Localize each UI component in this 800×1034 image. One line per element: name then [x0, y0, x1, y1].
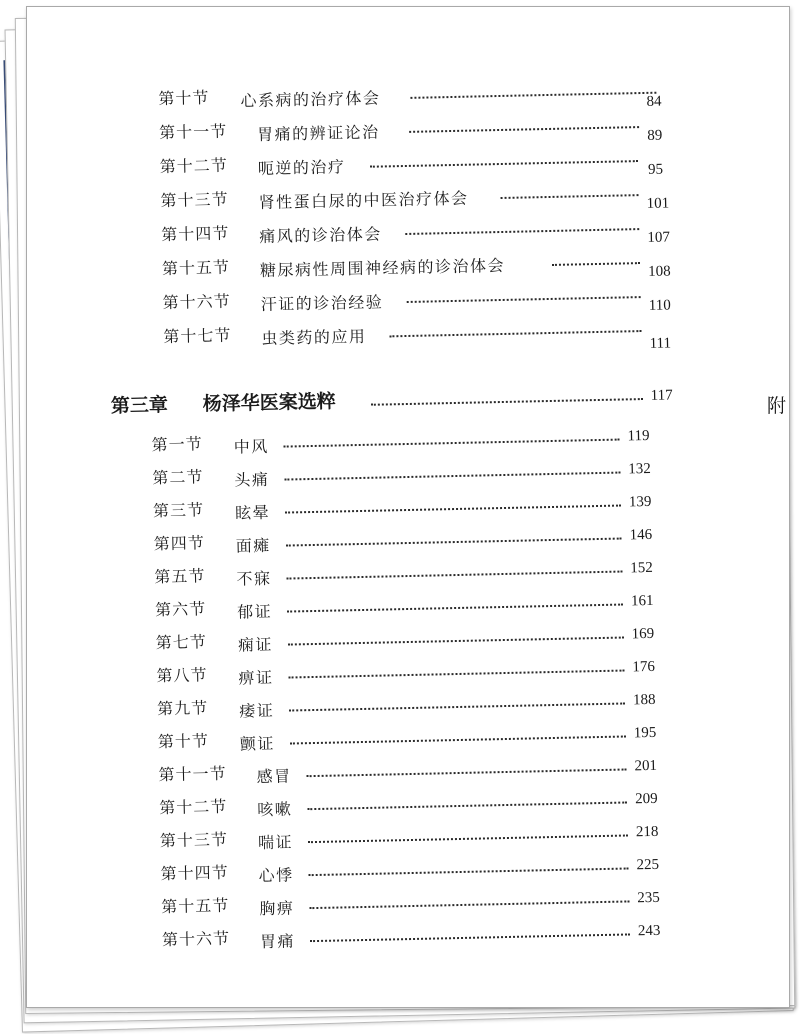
appendix-tab-char: 附 — [767, 395, 787, 417]
section-number: 第九节 — [156, 698, 209, 719]
leader-dots — [370, 156, 638, 168]
section-number: 第七节 — [155, 632, 207, 653]
section-title: 胃痛的辨证论治 — [256, 122, 380, 145]
section-number: 第二节 — [152, 467, 204, 488]
page-number: 169 — [631, 625, 655, 643]
section-title: 心悸 — [258, 865, 294, 886]
leader-dots — [500, 190, 638, 199]
section-title: 头痛 — [234, 469, 270, 490]
page-number: 89 — [647, 127, 663, 144]
leader-dots — [310, 929, 630, 942]
section-title: 面瘫 — [235, 535, 271, 556]
page-number: 139 — [628, 493, 652, 511]
page-number: 161 — [630, 592, 654, 610]
leader-dots — [389, 326, 641, 337]
leader-dots — [410, 88, 656, 99]
section-title: 不寐 — [236, 568, 272, 589]
section-number: 第十二节 — [159, 796, 228, 818]
page-number: 107 — [647, 229, 671, 246]
section-number: 第十节 — [157, 731, 210, 752]
section-number: 第五节 — [154, 566, 206, 587]
leader-dots — [289, 698, 625, 711]
leader-dots — [288, 633, 624, 646]
page-number: 243 — [637, 922, 661, 940]
section-number: 第十一节 — [158, 763, 227, 785]
section-title: 喘证 — [257, 832, 294, 853]
section-title: 痿证 — [239, 700, 275, 721]
section-number: 第八节 — [156, 665, 208, 686]
section-number: 第十五节 — [161, 895, 230, 917]
section-number: 第三节 — [152, 500, 205, 521]
section-title: 呃逆的治疗 — [257, 157, 346, 179]
section-number: 第十四节 — [160, 862, 229, 884]
page-number: 188 — [632, 691, 656, 709]
section-number: 第十节 — [158, 88, 210, 109]
leader-dots — [288, 666, 624, 679]
section-title: 虫类药的应用 — [261, 326, 367, 349]
section-number: 第四节 — [153, 533, 205, 554]
section-title: 胃痛 — [259, 931, 296, 952]
section-title: 颤证 — [239, 733, 276, 754]
section-title: 肾性蛋白尿的中医治疗体会 — [258, 188, 469, 213]
page-number: 84 — [646, 93, 662, 110]
leader-dots — [284, 435, 620, 448]
section-number: 第十七节 — [163, 325, 232, 347]
leader-dots — [552, 258, 640, 266]
page-number: 101 — [646, 195, 670, 212]
page-number: 201 — [634, 757, 658, 775]
section-title: 眩晕 — [234, 502, 271, 523]
section-title: 痫证 — [237, 634, 274, 655]
section-number: 第六节 — [154, 599, 207, 620]
page-number: 152 — [630, 559, 653, 577]
leader-dots — [307, 797, 627, 810]
page-number: 108 — [647, 263, 671, 280]
page-number: 218 — [635, 823, 659, 841]
section-number: 第一节 — [151, 434, 203, 455]
section-number: 第十六节 — [161, 928, 231, 950]
leader-dots — [409, 122, 639, 133]
section-title: 咳嗽 — [257, 799, 293, 820]
page-number: 111 — [649, 335, 672, 352]
section-number: 第十五节 — [161, 257, 231, 279]
leader-dots — [308, 830, 628, 843]
page-number: 146 — [629, 526, 653, 544]
section-number: 第十三节 — [160, 189, 229, 211]
page-number: 110 — [648, 297, 671, 314]
section-title: 中风 — [233, 436, 269, 457]
chapter-number: 第三章 — [110, 394, 169, 418]
page-number: 117 — [650, 387, 673, 404]
section-title: 痛风的诊治体会 — [259, 224, 382, 247]
leader-dots — [285, 501, 621, 514]
leader-dots — [405, 224, 639, 235]
section-number: 第十二节 — [159, 155, 229, 177]
page-number: 235 — [637, 889, 660, 907]
leader-dots — [407, 292, 641, 303]
leader-dots — [286, 567, 622, 580]
leader-dots — [290, 731, 626, 744]
section-title: 痹证 — [238, 667, 274, 688]
section-title: 糖尿病性周围神经病的诊治体会 — [259, 255, 506, 281]
leader-dots — [309, 863, 629, 876]
page-number: 95 — [647, 161, 664, 178]
toc-page — [26, 6, 790, 1008]
leader-dots — [309, 896, 629, 909]
page-number: 209 — [635, 790, 658, 808]
section-title: 汗证的诊治经验 — [260, 292, 384, 315]
leader-dots — [371, 394, 643, 406]
leader-dots — [307, 764, 627, 777]
leader-dots — [287, 600, 623, 613]
section-title: 感冒 — [256, 766, 292, 787]
section-title: 郁证 — [236, 601, 273, 622]
page-number: 195 — [633, 724, 657, 742]
page-number: 119 — [627, 427, 650, 445]
page-number: 225 — [636, 856, 660, 874]
section-number: 第十六节 — [162, 291, 231, 313]
toc-content — [26, 6, 790, 1008]
page-number: 176 — [632, 658, 656, 676]
section-number: 第十三节 — [159, 829, 229, 851]
leader-dots — [284, 468, 620, 481]
section-title: 心系病的治疗体会 — [240, 88, 381, 111]
section-number: 第十一节 — [158, 121, 228, 143]
chapter-title: 杨泽华医案选粹 — [202, 390, 337, 416]
section-title: 胸痹 — [259, 898, 295, 919]
leader-dots — [286, 534, 622, 547]
section-number: 第十四节 — [161, 223, 230, 245]
page-number: 132 — [628, 460, 651, 478]
